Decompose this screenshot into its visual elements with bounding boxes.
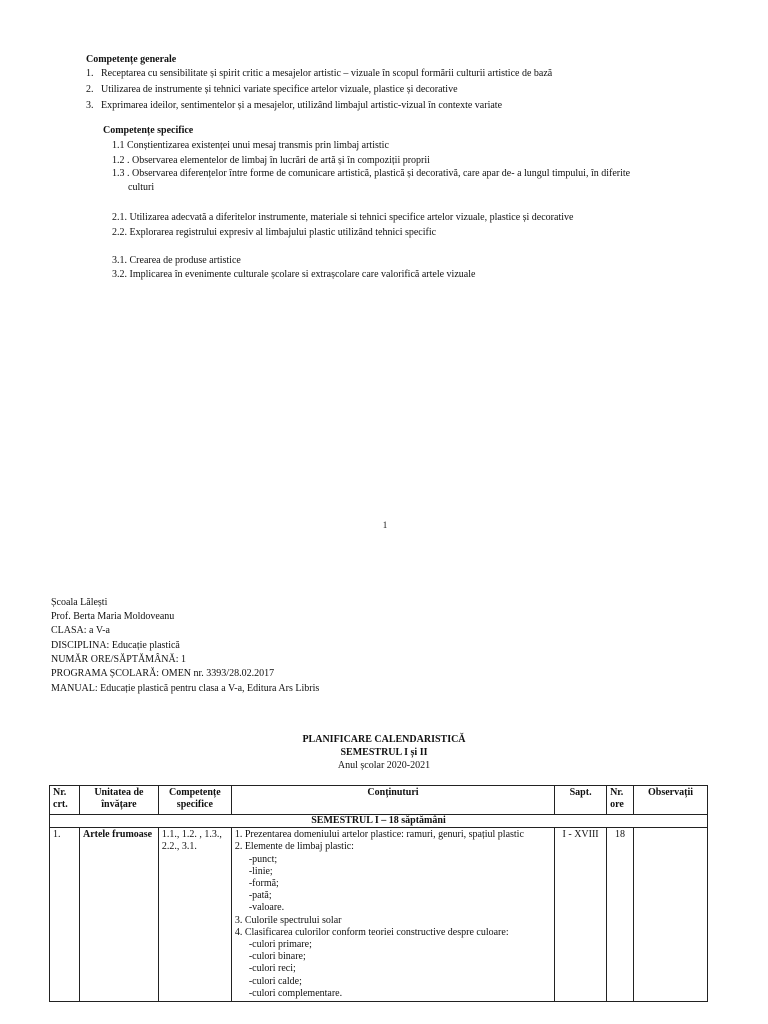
table-row — [50, 828, 708, 1002]
table-header-row — [50, 786, 708, 815]
cell-nr: 1. — [50, 828, 80, 1002]
content-line: -culori reci; — [248, 963, 296, 975]
header-nr: Nr. crt. — [50, 786, 80, 815]
content-line: 1. Prezentarea domeniului artelor plastice: ramuri, genuri, spațiul plastic — [234, 829, 524, 841]
school-name: Școala Lălești — [51, 597, 108, 608]
item-text: Receptarea cu sensibilitate și spirit critic a mesajelor artistic – vizuale în scopul formării culturii artistice de bază — [101, 68, 553, 79]
teacher-name: Prof. Berta Maria Moldoveanu — [51, 611, 175, 622]
hours-label: NUMĂR ORE/SĂPTĂMÂNĂ: 1 — [51, 654, 187, 665]
content-line: 3. Culorile spectrului solar — [234, 914, 342, 926]
header-observations: Observații — [634, 786, 708, 815]
specific-competence-1-1: 1.1 Conștientizarea existenței unui mesaj transmis prin limbaj artistic — [112, 140, 389, 151]
content-line: -linie; — [248, 865, 273, 877]
specific-competence-2-2: 2.2. Explorarea registrului expresiv al limbajului plastic utilizând tehnici specific — [112, 227, 437, 238]
specific-competence-1-2: 1.2 . Observarea elementelor de limbaj în lucrări de artă și în compoziții proprii — [112, 155, 430, 166]
semester-label: SEMESTRUL I – 18 săptămâni — [50, 815, 708, 828]
cell-hours: 18 — [607, 828, 634, 1002]
cell-observations — [634, 828, 708, 1002]
semesters-title: SEMESTRUL I și II — [340, 747, 428, 758]
manual-label: MANUAL: Educație plastică pentru clasa a V-a, Editura Ars Libris — [51, 683, 320, 694]
general-competences-title: Competențe generale — [86, 54, 177, 65]
specific-competence-3-2: 3.2. Implicarea în evenimente culturale școlare si extrașcolare care valorifică artele vizuale — [112, 269, 476, 280]
cell-contents — [231, 828, 554, 1002]
content-line: -culori complementare. — [248, 987, 343, 999]
header-contents: Conținuturi — [231, 786, 554, 815]
content-line: -culori primare; — [248, 939, 312, 951]
item-number: 1. — [86, 68, 94, 79]
cell-unit: Artele frumoase — [79, 828, 158, 1002]
header-competences: Competențe specifice — [158, 786, 231, 815]
specific-competences-title: Competențe specifice — [103, 125, 194, 136]
item-text: Exprimarea ideilor, sentimentelor și a mesajelor, utilizând limbajul artistic-vizual în contexte variate — [101, 100, 503, 111]
specific-competence-1-3-continued: culturi — [128, 182, 155, 193]
content-line: -culori calde; — [248, 975, 302, 987]
content-line: 2. Elemente de limbaj plastic: — [234, 841, 354, 853]
discipline-label: DISCIPLINA: Educație plastică — [51, 640, 180, 651]
content-line: -culori binare; — [248, 951, 306, 963]
cell-week: I - XVIII — [555, 828, 607, 1002]
specific-competence-3-1: 3.1. Crearea de produse artistice — [112, 255, 241, 266]
header-week: Sapt. — [555, 786, 607, 815]
content-line: -valoare. — [248, 902, 285, 914]
content-line: 4. Clasificarea culorilor conform teoriei constructive despre culoare: — [234, 926, 509, 938]
general-competences-list — [86, 67, 552, 115]
item-number: 3. — [86, 100, 94, 111]
content-line: -formă; — [248, 878, 279, 890]
planning-table — [49, 785, 708, 1002]
list-item — [86, 67, 552, 83]
planning-title: PLANIFICARE CALENDARISTICĂ — [302, 734, 466, 745]
item-number: 2. — [86, 84, 94, 95]
cell-competences: 1.1., 1.2. , 1.3., 2.2., 3.1. — [158, 828, 231, 1002]
specific-competence-1-3: 1.3 . Observarea diferențelor între forme de comunicare artistică, plastică și decorativă, care apar de- a lungul timpului, în diferite — [112, 168, 631, 179]
header-hours: Nr. ore — [607, 786, 634, 815]
class-label: CLASA: a V-a — [51, 625, 110, 636]
semester-row — [50, 815, 708, 828]
content-line: -pată; — [248, 890, 272, 902]
header-unit: Unitatea de învățare — [79, 786, 158, 815]
program-label: PROGRAMA ȘCOLARĂ: OMEN nr. 3393/28.02.2017 — [51, 668, 275, 679]
content-line: -punct; — [248, 853, 278, 865]
list-item — [86, 99, 552, 115]
school-year: Anul școlar 2020-2021 — [337, 760, 431, 771]
list-item — [86, 83, 552, 99]
specific-competence-2-1: 2.1. Utilizarea adecvată a diferitelor instrumente, materiale si tehnici specifice artelor vizuale, plastice și decorative — [112, 212, 574, 223]
item-text: Utilizarea de instrumente și tehnici variate specifice artelor vizuale, plastice și decorative — [101, 84, 458, 95]
page-number: 1 — [382, 520, 388, 530]
